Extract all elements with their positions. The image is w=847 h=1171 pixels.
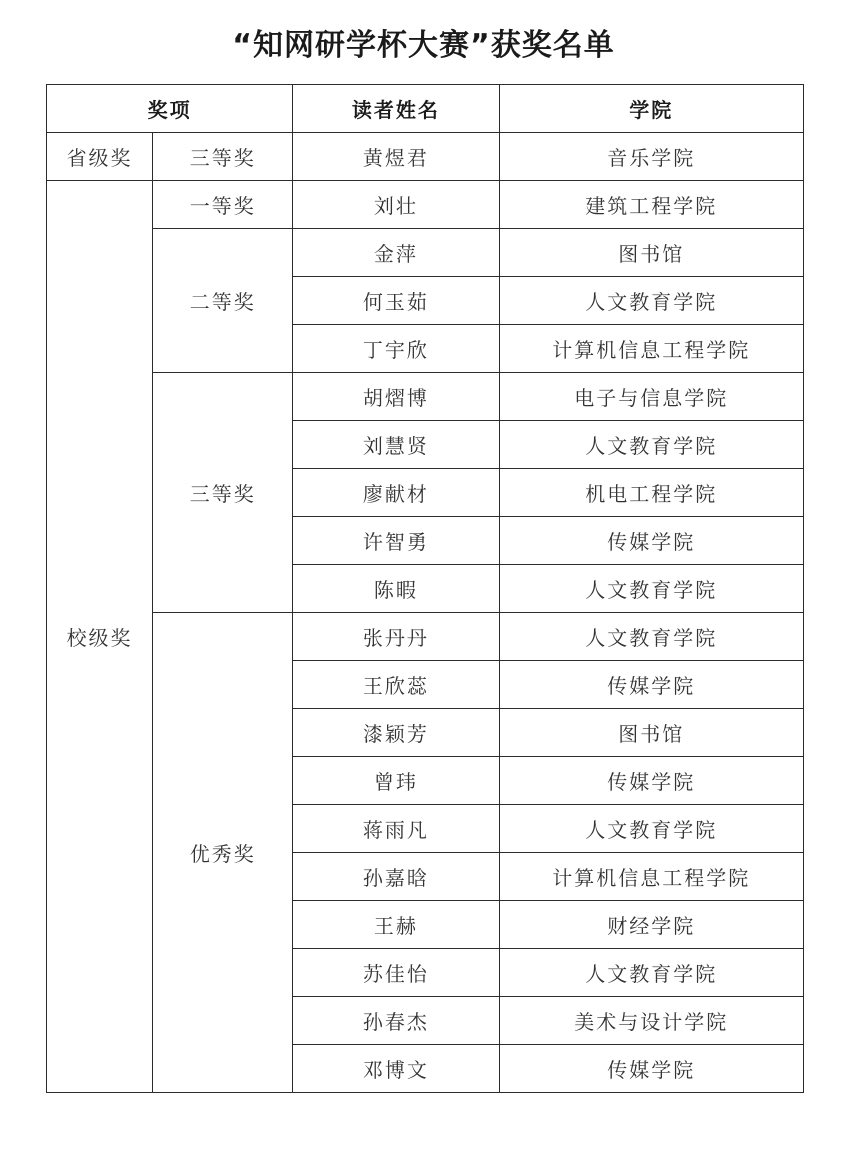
college-cell: 建筑工程学院: [499, 181, 803, 229]
award-level-cell: 校级奖: [47, 181, 153, 1093]
college-cell: 图书馆: [499, 229, 803, 277]
reader-name-cell: 廖献材: [293, 469, 499, 517]
college-cell: 人文教育学院: [499, 949, 803, 997]
college-cell: 音乐学院: [499, 133, 803, 181]
header-award: 奖项: [47, 85, 293, 133]
college-cell: 传媒学院: [499, 517, 803, 565]
table-row: [47, 373, 804, 421]
award-grade-cell: 优秀奖: [153, 613, 293, 1093]
table-header-row: [47, 85, 804, 133]
reader-name-cell: 丁宇欣: [293, 325, 499, 373]
reader-name-cell: 刘慧贤: [293, 421, 499, 469]
college-cell: 传媒学院: [499, 757, 803, 805]
reader-name-cell: 何玉茹: [293, 277, 499, 325]
reader-name-cell: 张丹丹: [293, 613, 499, 661]
reader-name-cell: 许智勇: [293, 517, 499, 565]
reader-name-cell: 金萍: [293, 229, 499, 277]
college-cell: 电子与信息学院: [499, 373, 803, 421]
college-cell: 财经学院: [499, 901, 803, 949]
college-cell: 计算机信息工程学院: [499, 853, 803, 901]
award-grade-cell: 一等奖: [153, 181, 293, 229]
reader-name-cell: 孙嘉晗: [293, 853, 499, 901]
college-cell: 传媒学院: [499, 661, 803, 709]
reader-name-cell: 陈暇: [293, 565, 499, 613]
college-cell: 人文教育学院: [499, 421, 803, 469]
award-list-table: [46, 84, 804, 1093]
award-level-cell: 省级奖: [47, 133, 153, 181]
college-cell: 计算机信息工程学院: [499, 325, 803, 373]
reader-name-cell: 漆颖芳: [293, 709, 499, 757]
college-cell: 人文教育学院: [499, 613, 803, 661]
award-grade-cell: 三等奖: [153, 373, 293, 613]
reader-name-cell: 曾玮: [293, 757, 499, 805]
college-cell: 图书馆: [499, 709, 803, 757]
college-cell: 人文教育学院: [499, 565, 803, 613]
header-reader-name: 读者姓名: [293, 85, 499, 133]
award-grade-cell: 三等奖: [153, 133, 293, 181]
reader-name-cell: 蒋雨凡: [293, 805, 499, 853]
college-cell: 人文教育学院: [499, 277, 803, 325]
table-row: [47, 133, 804, 181]
reader-name-cell: 邓博文: [293, 1045, 499, 1093]
reader-name-cell: 胡熠博: [293, 373, 499, 421]
award-table-body: [47, 133, 804, 1093]
reader-name-cell: 王欣蕊: [293, 661, 499, 709]
reader-name-cell: 黄煜君: [293, 133, 499, 181]
award-grade-cell: 二等奖: [153, 229, 293, 373]
table-row: [47, 229, 804, 277]
reader-name-cell: 王赫: [293, 901, 499, 949]
table-row: [47, 613, 804, 661]
header-college: 学院: [499, 85, 803, 133]
page-title: “知网研学杯大赛”获奖名单: [232, 28, 615, 63]
reader-name-cell: 刘壮: [293, 181, 499, 229]
college-cell: 人文教育学院: [499, 805, 803, 853]
college-cell: 机电工程学院: [499, 469, 803, 517]
reader-name-cell: 孙春杰: [293, 997, 499, 1045]
table-row: [47, 181, 804, 229]
college-cell: 美术与设计学院: [499, 997, 803, 1045]
college-cell: 传媒学院: [499, 1045, 803, 1093]
reader-name-cell: 苏佳怡: [293, 949, 499, 997]
